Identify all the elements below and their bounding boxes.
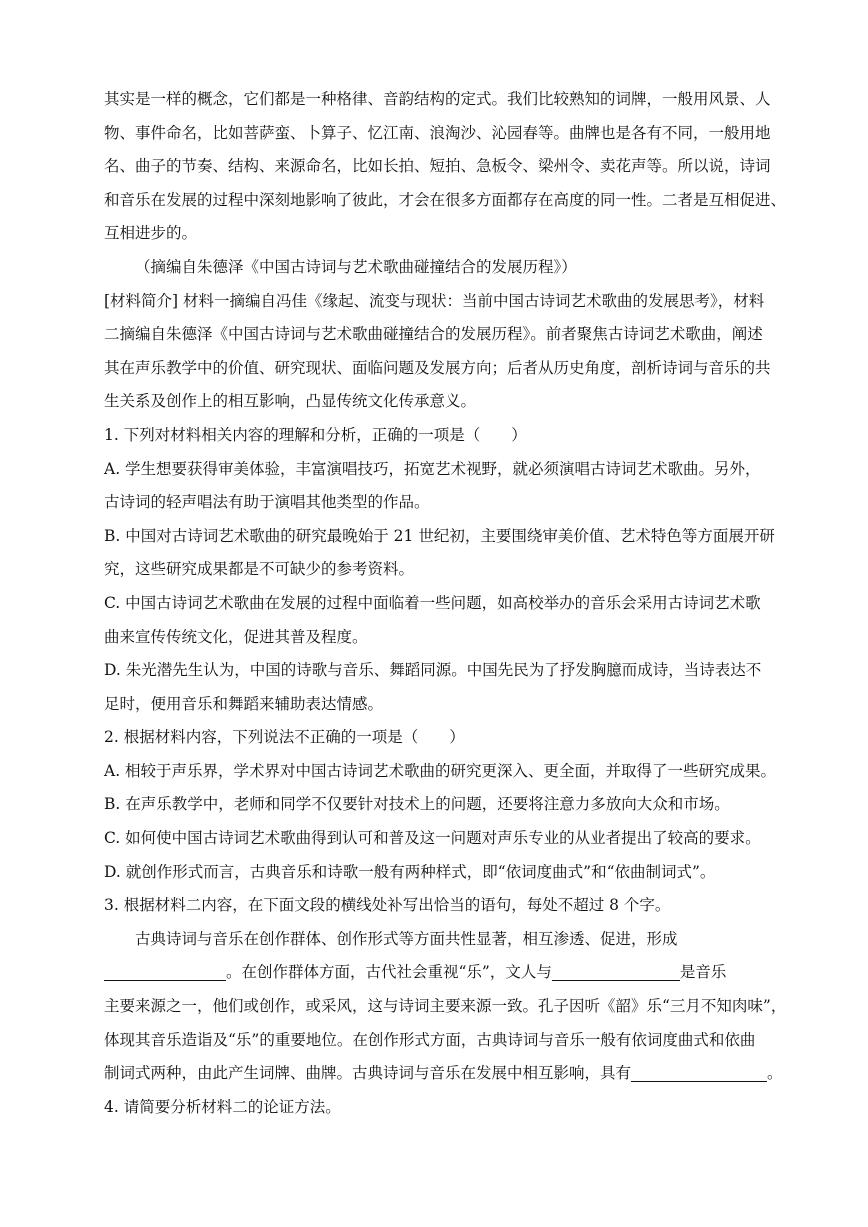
text-line: 其在声乐教学中的价值、研究现状、面临问题及发展方向；后者从历史角度，剖析诗词与音乐的共 <box>104 358 771 377</box>
text-line: 和音乐在发展的过程中深刻地影响了彼此，才会在很多方面都存在高度的同一性。二者是互相促进、 <box>104 190 787 209</box>
text-line: [材料简介] 材料一摘编自冯佳《缘起、流变与现状：当前中国古诗词艺术歌曲的发展思考》，材料 <box>104 291 765 310</box>
option-d[interactable] <box>104 654 768 721</box>
option-text: 究，这些研究成果都是不可缺少的参考资料。 <box>104 560 415 579</box>
question-stem: 1. 下列对材料相关内容的理解和分析，正确的一项是（ ） <box>104 425 527 444</box>
answer-blank-2[interactable] <box>552 962 680 981</box>
text-line: 。在创作群体方面，古代社会重视“乐”，文人与 是音乐 <box>104 956 768 990</box>
option-text: A. 相较于声乐界，学术界对中国古诗词艺术歌曲的研究更深入、更全面，并取得了一些研究成果。 <box>104 761 777 780</box>
option-text: 曲来宣传传统文化，促进其普及程度。 <box>104 627 368 646</box>
option-text: C. 如何使中国古诗词艺术歌曲得到认可和普及这一问题对声乐专业的从业者提出了较高的要求。 <box>104 829 761 848</box>
passage-tail <box>104 83 787 251</box>
text-line: 二摘编自朱德泽《中国古诗词与艺术歌曲碰撞结合的发展历程》。前者聚焦古诗词艺术歌曲，阐述 <box>104 325 763 344</box>
text-line: 互相进步的。 <box>104 224 198 243</box>
question-stem: 2. 根据材料内容，下列说法不正确的一项是（ ） <box>104 728 465 747</box>
option-b[interactable] <box>104 788 768 822</box>
option-d[interactable] <box>104 856 768 890</box>
question-1 <box>104 419 775 721</box>
question-3 <box>104 889 787 1091</box>
option-text: A. 学生想要获得审美体验，丰富演唱技巧，拓宽艺术视野，就必须演唱古诗词艺术歌曲。另外， <box>104 459 761 478</box>
text-line: 名、曲子的节奏、结构、来源命名，比如长拍、短拍、急板令、梁州令、卖花声等。所以说，诗词 <box>104 157 771 176</box>
option-b[interactable] <box>104 520 775 587</box>
answer-blank-1[interactable] <box>104 962 226 981</box>
text-line: 其实是一样的概念，它们都是一种格律、音韵结构的定式。我们比较熟知的词牌，一般用风景、人 <box>104 90 771 108</box>
option-text: C. 中国古诗词艺术歌曲在发展的过程中面临着一些问题，如高校举办的音乐会采用古诗词艺术歌 <box>104 593 761 612</box>
text-line: 古典诗词与音乐在创作群体、创作形式等方面共性显著，相互渗透、促进，形成 <box>135 929 678 948</box>
option-text: 古诗词的轻声唱法有助于演唱其他类型的作品。 <box>104 493 430 512</box>
question-stem: 4. 请简要分析材料二的论证方法。 <box>104 1097 341 1116</box>
option-text: D. 就创作形式而言，古典音乐和诗歌一般有两种样式，即“依词度曲式”和“依曲制词式”。 <box>104 862 716 881</box>
text-line: 制词式两种，由此产生词牌、曲牌。古典诗词与音乐在发展中相互影响，具有 。 <box>104 1064 783 1083</box>
option-text: 足时，便用音乐和舞蹈来辅助表达情感。 <box>104 694 384 713</box>
option-a[interactable] <box>104 755 777 789</box>
answer-blank-3[interactable] <box>631 1063 767 1082</box>
option-text: D. 朱光潜先生认为，中国的诗歌与音乐、舞蹈同源。中国先民为了抒发胸臆而成诗，当诗表达不 <box>104 661 762 680</box>
question-2 <box>104 721 777 889</box>
option-text: B. 中国对古诗词艺术歌曲的研究最晚始于 21 世纪初，主要围绕审美价值、艺术特色等方面展开研 <box>104 526 775 545</box>
option-text: B. 在声乐教学中，老师和同学不仅要针对技术上的问题，还要将注意力多放向大众和市场。 <box>104 795 730 814</box>
text-line: 体现其音乐造诣及“乐”的重要地位。在创作形式方面，古典诗词与音乐一般有依词度曲式和依曲 <box>104 1030 756 1049</box>
text-line: 主要来源之一，他们或创作，或采风，这与诗词主要来源一致。孔子因听《韶》乐“三月不知肉味”， <box>104 997 787 1016</box>
text-line: 生关系及创作上的相互影响，凸显传统文化传承意义。 <box>104 392 477 411</box>
question-stem: 3. 根据材料二内容，在下面文段的横线处补写出恰当的语句，每处不超过 8 个字。 <box>104 896 671 915</box>
text-line: 物、事件命名，比如菩萨蛮、卜算子、忆江南、浪淘沙、沁园春等。曲牌也是各有不同，一般用地 <box>104 123 771 142</box>
option-a[interactable] <box>104 453 768 520</box>
material-intro <box>104 285 771 419</box>
source-note-text: （摘编自朱德泽《中国古诗词与艺术歌曲碰撞结合的发展历程》） <box>135 257 577 276</box>
option-c[interactable] <box>104 822 768 856</box>
option-c[interactable] <box>104 587 768 654</box>
source-note <box>104 251 768 285</box>
question-4 <box>104 1091 768 1125</box>
fill-passage <box>104 923 787 1091</box>
